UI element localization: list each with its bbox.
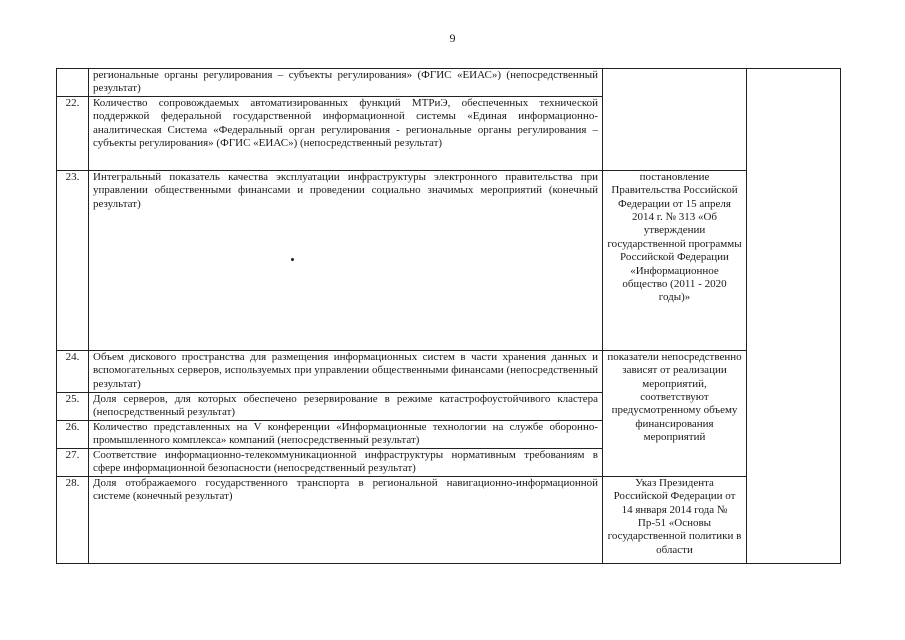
row-description: Соответствие информационно-телекоммуникационной инфраструктуры нормативным требованиям в сфере информационной безопасности (непосредственный результат) [89,448,603,476]
row-number: 27. [57,448,89,476]
row-number: 26. [57,420,89,448]
row-description: Доля отображаемого государственного транспорта в региональной навигационно-информационной системе (конечный результат) [89,476,603,563]
row-description: Количество представленных на V конференции «Информационные технологии на службе оборонно-промышленного комплекса» компаний (непосредственный результат) [89,420,603,448]
stray-dot-mark [291,258,294,261]
row-description: региональные органы регулирования – субъекты регулирования» (ФГИС «ЕИАС») (непосредственный результат) [89,69,603,97]
table-row [57,476,841,563]
source-cell: показатели непосредственно зависят от реализации мероприятий, соответствуют предусмотренному объему финансирования мероприятий [603,350,747,476]
row-number: 28. [57,476,89,563]
row-description: Доля серверов, для которых обеспечено резервирование в режиме катастрофоустойчивого кластера (непосредственный результат) [89,392,603,420]
row-number: 22. [57,96,89,170]
table-row [57,69,841,97]
source-cell: постановление Правительства Российской Федерации от 15 апреля 2014 г. № 313 «Об утверждении государственной программы Российской Федерации «Информационное общество (2011 - 2020 годы)» [603,170,747,350]
row-description: Количество сопровождаемых автоматизированных функций МТРиЭ, обеспеченных технической поддержкой федеральной государственной информационной системы «Единая информационно-аналитическая Система «Федеральный орган регулирования - региональные органы регулирования – субъекты регулирования» (ФГИС «ЕИАС») (непосредственный результат) [89,96,603,170]
table-row [57,350,841,392]
source-cell: Указ Президента Российской Федерации от 14 января 2014 года № Пр-51 «Основы государственной политики в области [603,476,747,563]
row-description: Объем дискового пространства для размещения информационных систем в части хранения данных и вспомогательных серверов, используемых при управлении общественными финансами (непосредственный результат) [89,350,603,392]
source-cell [603,69,747,171]
row-number: 25. [57,392,89,420]
extra-column [747,69,841,564]
row-description: Интегральный показатель качества эксплуатации инфраструктуры электронного правительства при управлении общественными финансами и проведении социально значимых мероприятий (конечный результат) [89,170,603,350]
indicators-table [56,68,841,564]
row-number: 23. [57,170,89,350]
table-row [57,170,841,350]
row-number: 24. [57,350,89,392]
page-number: 9 [449,31,456,45]
row-number [57,69,89,97]
